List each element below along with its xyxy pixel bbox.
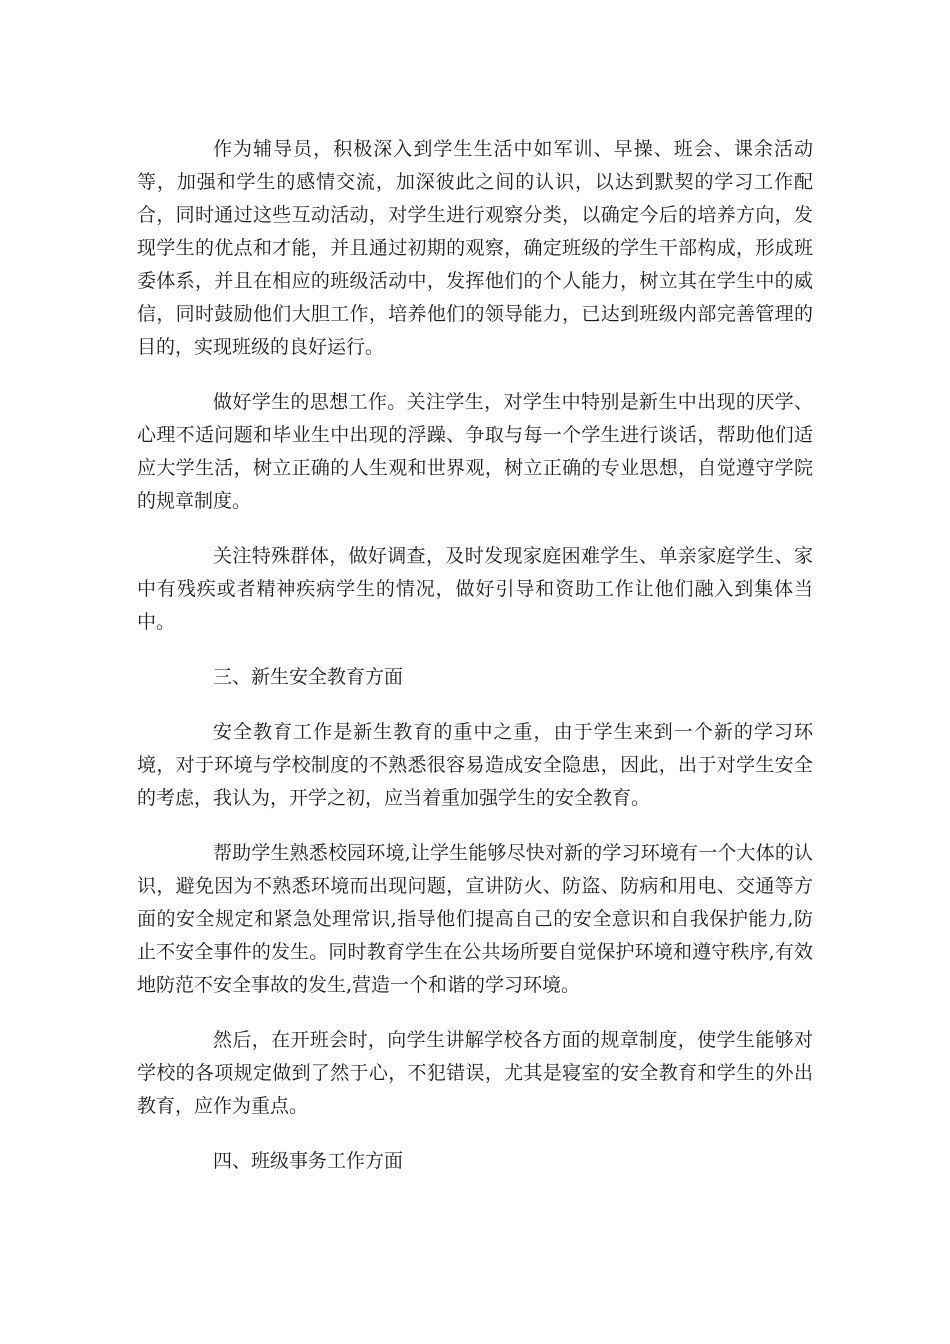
paragraph-counselor-engagement: 作为辅导员，积极深入到学生生活中如军训、早操、班会、课余活动等，加强和学生的感情交流，加深彼此之间的认识，以达到默契的学习工作配合，同时通过这些互动活动，对学生进行观察分类，以确定今后的培养方向，发现学生的优点和才能，并且通过初期的观察，确定班级的学生干部构成，形成班委体系，并且在相应的班级活动中，发挥他们的个人能力，树立其在学生中的威信，同时鼓励他们大胆工作，培养他们的领导能力，已达到班级内部完善管理的目的，实现班级的良好运行。 (137, 138, 813, 358)
section-heading-class-affairs: 四、班级事务工作方面 (213, 1150, 404, 1172)
section-heading-safety-education: 三、新生安全教育方面 (213, 666, 404, 688)
paragraph-campus-familiarization: 帮助学生熟悉校园环境,让学生能够尽快对新的学习环境有一个大体的认识，避免因为不熟悉环境而出现问题，宣讲防火、防盗、防病和用电、交通等方面的安全规定和紧急处理常识,指导他们提高自己的安全意识和自我保护能力,防止不安全事件的发生。同时教育学生在公共场所要自觉保护环境和遵守秩序,有效地防范不安全事故的发生,营造一个和谐的学习环境。 (137, 842, 813, 996)
paragraph-special-groups: 关注特殊群体，做好调查，及时发现家庭困难学生、单亲家庭学生、家中有残疾或者精神疾病学生的情况，做好引导和资助工作让他们融入到集体当中。 (137, 545, 813, 633)
paragraph-class-meeting-rules: 然后，在开班会时，向学生讲解学校各方面的规章制度，使学生能够对学校的各项规定做到了然于心，不犯错误，尤其是寝室的安全教育和学生的外出教育，应作为重点。 (137, 1029, 813, 1117)
document-body (137, 133, 813, 1200)
paragraph-ideological-work: 做好学生的思想工作。关注学生，对学生中特别是新生中出现的厌学、心理不适问题和毕业生中出现的浮躁、争取与每一个学生进行谈话，帮助他们适应大学生活，树立正确的人生观和世界观，树立正确的专业思想，自觉遵守学院的规章制度。 (137, 391, 813, 512)
paragraph-safety-priority: 安全教育工作是新生教育的重中之重，由于学生来到一个新的学习环境，对于环境与学校制度的不熟悉很容易造成安全隐患，因此，出于对学生安全的考虑，我认为，开学之初，应当着重加强学生的安全教育。 (137, 721, 813, 809)
